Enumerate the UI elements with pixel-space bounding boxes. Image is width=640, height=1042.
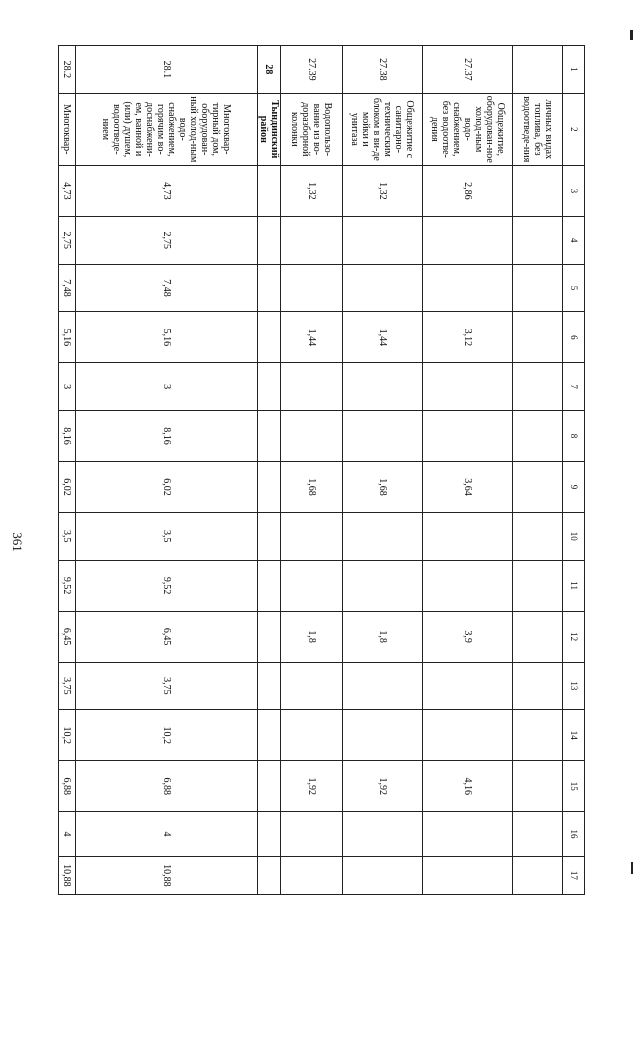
scan-edge-mark [631, 862, 633, 874]
value-cell [423, 216, 513, 264]
value-cell: 1,8 [281, 611, 343, 662]
row-number-cell: 28.2 [59, 46, 76, 94]
header-cell: 10 [563, 512, 585, 560]
value-cell: 3 [59, 363, 76, 411]
header-cell: 2 [563, 93, 585, 165]
value-cell [513, 560, 563, 611]
value-cell [258, 165, 281, 216]
value-cell [513, 761, 563, 812]
description-cell: Многоквар- [59, 93, 76, 165]
value-cell: 10,2 [76, 710, 258, 761]
value-cell: 3,5 [59, 512, 76, 560]
value-cell: 9,52 [76, 560, 258, 611]
value-cell: 5,16 [76, 312, 258, 363]
tariff-table [58, 45, 585, 895]
value-cell [513, 512, 563, 560]
value-cell [343, 512, 423, 560]
value-cell: 10,2 [59, 710, 76, 761]
description-cell: Тындинский район [258, 93, 281, 165]
value-cell [423, 662, 513, 710]
row-number-cell: 27.38 [343, 46, 423, 94]
value-cell: 3,75 [59, 662, 76, 710]
value-cell [513, 216, 563, 264]
header-cell: 6 [563, 312, 585, 363]
header-cell: 11 [563, 560, 585, 611]
value-cell [513, 312, 563, 363]
value-cell [343, 411, 423, 462]
scan-edge-mark [630, 30, 633, 40]
value-cell: 3 [76, 363, 258, 411]
description-cell: Многоквар-тирный дом, оборудован-ный холод-ным водо-снабжением, горячим во-доснабжени-ем, ванной и (или) душем, водоотведе-нием [76, 93, 258, 165]
value-cell [281, 411, 343, 462]
header-cell: 17 [563, 856, 585, 894]
value-cell [258, 761, 281, 812]
value-cell [343, 662, 423, 710]
value-cell [258, 856, 281, 894]
value-cell: 7,48 [59, 264, 76, 312]
value-cell: 3,12 [423, 312, 513, 363]
value-cell [343, 560, 423, 611]
value-cell [281, 662, 343, 710]
value-cell [343, 363, 423, 411]
value-cell: 1,8 [343, 611, 423, 662]
value-cell: 10,88 [76, 856, 258, 894]
value-cell: 1,68 [281, 461, 343, 512]
value-cell: 3,5 [76, 512, 258, 560]
value-cell: 1,92 [343, 761, 423, 812]
value-cell [343, 216, 423, 264]
value-cell [513, 363, 563, 411]
value-cell: 3,75 [76, 662, 258, 710]
value-cell [258, 512, 281, 560]
value-cell: 3,64 [423, 461, 513, 512]
table-row [76, 46, 258, 895]
header-cell: 4 [563, 216, 585, 264]
description-cell: Общежитие, оборудован-ное холод-ным водо-снабжением, без водоотве-дения [423, 93, 513, 165]
description-cell: Водопользо-вание из во-доразборной колонки [281, 93, 343, 165]
value-cell [423, 264, 513, 312]
value-cell: 1,68 [343, 461, 423, 512]
value-cell: 2,75 [76, 216, 258, 264]
row-number-cell: 27.39 [281, 46, 343, 94]
value-cell: 4,73 [76, 165, 258, 216]
value-cell [343, 264, 423, 312]
header-cell: 15 [563, 761, 585, 812]
value-cell [343, 856, 423, 894]
value-cell [258, 312, 281, 363]
value-cell [281, 264, 343, 312]
value-cell: 5,16 [59, 312, 76, 363]
table-row [258, 46, 281, 895]
rotated-table-wrapper [60, 45, 585, 895]
header-cell: 14 [563, 710, 585, 761]
value-cell [281, 710, 343, 761]
value-cell [258, 216, 281, 264]
value-cell: 6,88 [59, 761, 76, 812]
value-cell: 6,45 [76, 611, 258, 662]
table-row [343, 46, 423, 895]
page-number: 361 [10, 532, 25, 552]
header-cell: 5 [563, 264, 585, 312]
value-cell [258, 710, 281, 761]
value-cell: 1,44 [343, 312, 423, 363]
description-cell: личных видах топлива, без водоотведе-ния [513, 93, 563, 165]
row-number-cell: 28.1 [76, 46, 258, 94]
value-cell: 1,32 [343, 165, 423, 216]
value-cell [281, 560, 343, 611]
value-cell [258, 560, 281, 611]
value-cell [513, 662, 563, 710]
value-cell: 4 [59, 812, 76, 857]
value-cell [258, 812, 281, 857]
header-cell: 8 [563, 411, 585, 462]
value-cell [258, 264, 281, 312]
value-cell: 2,86 [423, 165, 513, 216]
value-cell: 9,52 [59, 560, 76, 611]
table-row [423, 46, 513, 895]
value-cell [423, 710, 513, 761]
value-cell [258, 461, 281, 512]
table-row [59, 46, 76, 895]
value-cell: 4,73 [59, 165, 76, 216]
value-cell [258, 611, 281, 662]
value-cell [281, 216, 343, 264]
value-cell [513, 264, 563, 312]
value-cell [513, 710, 563, 761]
value-cell: 1,92 [281, 761, 343, 812]
header-cell: 7 [563, 363, 585, 411]
value-cell: 3,9 [423, 611, 513, 662]
value-cell [258, 662, 281, 710]
value-cell [281, 363, 343, 411]
value-cell [423, 856, 513, 894]
value-cell [513, 812, 563, 857]
value-cell: 6,88 [76, 761, 258, 812]
table-row [281, 46, 343, 895]
value-cell: 6,45 [59, 611, 76, 662]
value-cell [423, 560, 513, 611]
value-cell [423, 812, 513, 857]
row-number-cell [513, 46, 563, 94]
table-header-row [563, 46, 585, 895]
header-cell: 3 [563, 165, 585, 216]
value-cell [281, 812, 343, 857]
value-cell: 1,44 [281, 312, 343, 363]
value-cell: 1,32 [281, 165, 343, 216]
value-cell: 2,75 [59, 216, 76, 264]
table-row [513, 46, 563, 895]
header-cell: 13 [563, 662, 585, 710]
value-cell [343, 710, 423, 761]
value-cell [513, 856, 563, 894]
value-cell [513, 165, 563, 216]
description-cell: Общежитие с санитарно-техническим блоком в ви-де мойки и унитаза [343, 93, 423, 165]
value-cell: 8,16 [76, 411, 258, 462]
row-number-cell: 27.37 [423, 46, 513, 94]
value-cell: 6,02 [76, 461, 258, 512]
value-cell: 8,16 [59, 411, 76, 462]
header-cell: 12 [563, 611, 585, 662]
value-cell [258, 363, 281, 411]
value-cell [513, 461, 563, 512]
header-cell: 9 [563, 461, 585, 512]
value-cell: 10,88 [59, 856, 76, 894]
value-cell: 7,48 [76, 264, 258, 312]
value-cell [423, 512, 513, 560]
row-number-cell: 28 [258, 46, 281, 94]
value-cell: 4,16 [423, 761, 513, 812]
value-cell [423, 363, 513, 411]
value-cell [258, 411, 281, 462]
value-cell: 6,02 [59, 461, 76, 512]
value-cell: 4 [76, 812, 258, 857]
value-cell [343, 812, 423, 857]
value-cell [513, 411, 563, 462]
value-cell [423, 411, 513, 462]
value-cell [281, 512, 343, 560]
value-cell [513, 611, 563, 662]
header-cell: 1 [563, 46, 585, 94]
value-cell [281, 856, 343, 894]
header-cell: 16 [563, 812, 585, 857]
